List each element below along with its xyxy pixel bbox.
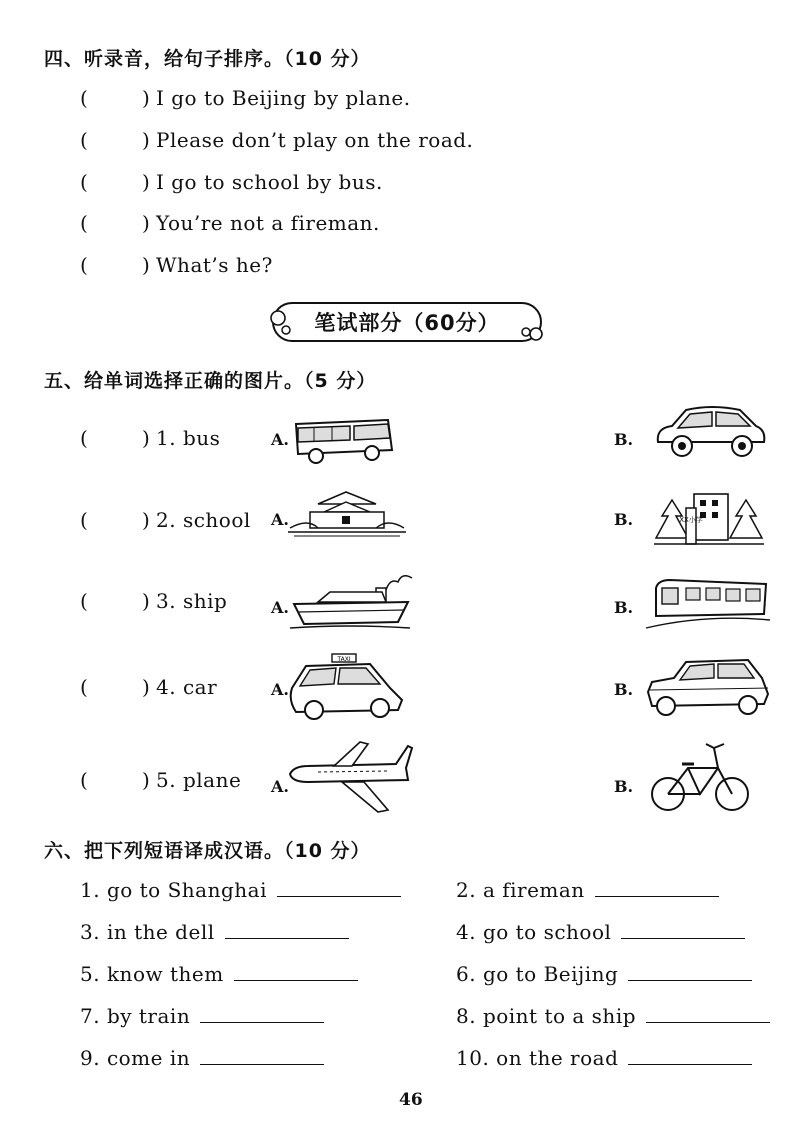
phrase-item: 3. in the dell: [80, 920, 349, 944]
bicycle-icon: [648, 738, 752, 814]
car-icon: [644, 656, 774, 716]
option-a-label: A.: [271, 510, 289, 529]
answer-blank[interactable]: [621, 937, 745, 939]
answer-blank[interactable]: [628, 1063, 752, 1065]
answer-blank[interactable]: [277, 895, 401, 897]
phrase-item: 4. go to school: [456, 920, 745, 944]
phrase-item: 7. by train: [80, 1004, 324, 1028]
phrase-item: 1. go to Shanghai: [80, 878, 401, 902]
phrase-item: 5. know them: [80, 962, 358, 986]
ship-icon: [290, 568, 416, 634]
phrase-item: 6. go to Beijing: [456, 962, 752, 986]
word-label: 5. plane: [156, 768, 242, 792]
train-icon: [646, 574, 770, 632]
answer-blank[interactable]: [200, 1021, 324, 1023]
sentence-text: I go to Beijing by plane.: [156, 86, 411, 110]
page-number: 46: [399, 1090, 423, 1110]
word-label: 3. ship: [156, 589, 228, 613]
answer-blank[interactable]: [234, 979, 358, 981]
option-b-label: B.: [614, 510, 634, 529]
word-label: 2. school: [156, 508, 251, 532]
school-sign-text: XX小学: [679, 516, 703, 524]
bus-icon: [292, 410, 396, 466]
banner-text: 笔试部分（60分）: [314, 311, 500, 335]
option-a-label: A.: [271, 598, 289, 617]
bubble-decoration-icon: [266, 310, 296, 340]
section-4-title: 四、听录音，给句子排序。（10 分）: [44, 48, 371, 70]
taxi-sign-text: TAXI: [337, 656, 351, 663]
sentence-text: What’s he?: [156, 253, 273, 277]
option-a-label: A.: [271, 680, 289, 699]
phrase-item: 10. on the road: [456, 1046, 752, 1070]
answer-blank[interactable]: [628, 979, 752, 981]
bubble-decoration-icon: [518, 318, 548, 348]
phrase-item: 8. point to a ship: [456, 1004, 770, 1028]
option-b-label: B.: [614, 598, 634, 617]
school-building-icon: [654, 486, 764, 550]
written-part-banner: [272, 302, 542, 342]
word-label: 1. bus: [156, 426, 221, 450]
answer-blank[interactable]: [200, 1063, 324, 1065]
section-6-title: 六、把下列短语译成汉语。（10 分）: [44, 840, 371, 862]
phrase-item: 2. a fireman: [456, 878, 719, 902]
plane-icon: [288, 738, 414, 818]
answer-blank[interactable]: [595, 895, 719, 897]
answer-blank[interactable]: [646, 1021, 770, 1023]
sentence-text: You’re not a fireman.: [156, 211, 380, 235]
sentence-text: Please don’t play on the road.: [156, 128, 474, 152]
sentence-text: I go to school by bus.: [156, 170, 383, 194]
word-label: 4. car: [156, 675, 218, 699]
option-a-label: A.: [271, 430, 289, 449]
option-a-label: A.: [271, 777, 289, 796]
phrase-item: 9. come in: [80, 1046, 324, 1070]
option-b-label: B.: [614, 680, 634, 699]
answer-blank[interactable]: [225, 937, 349, 939]
gate-building-icon: [288, 488, 406, 540]
section-5-title: 五、给单词选择正确的图片。（5 分）: [44, 370, 377, 392]
option-b-label: B.: [614, 430, 634, 449]
taxi-icon: [286, 648, 406, 724]
car-icon: [652, 402, 768, 466]
option-b-label: B.: [614, 777, 634, 796]
